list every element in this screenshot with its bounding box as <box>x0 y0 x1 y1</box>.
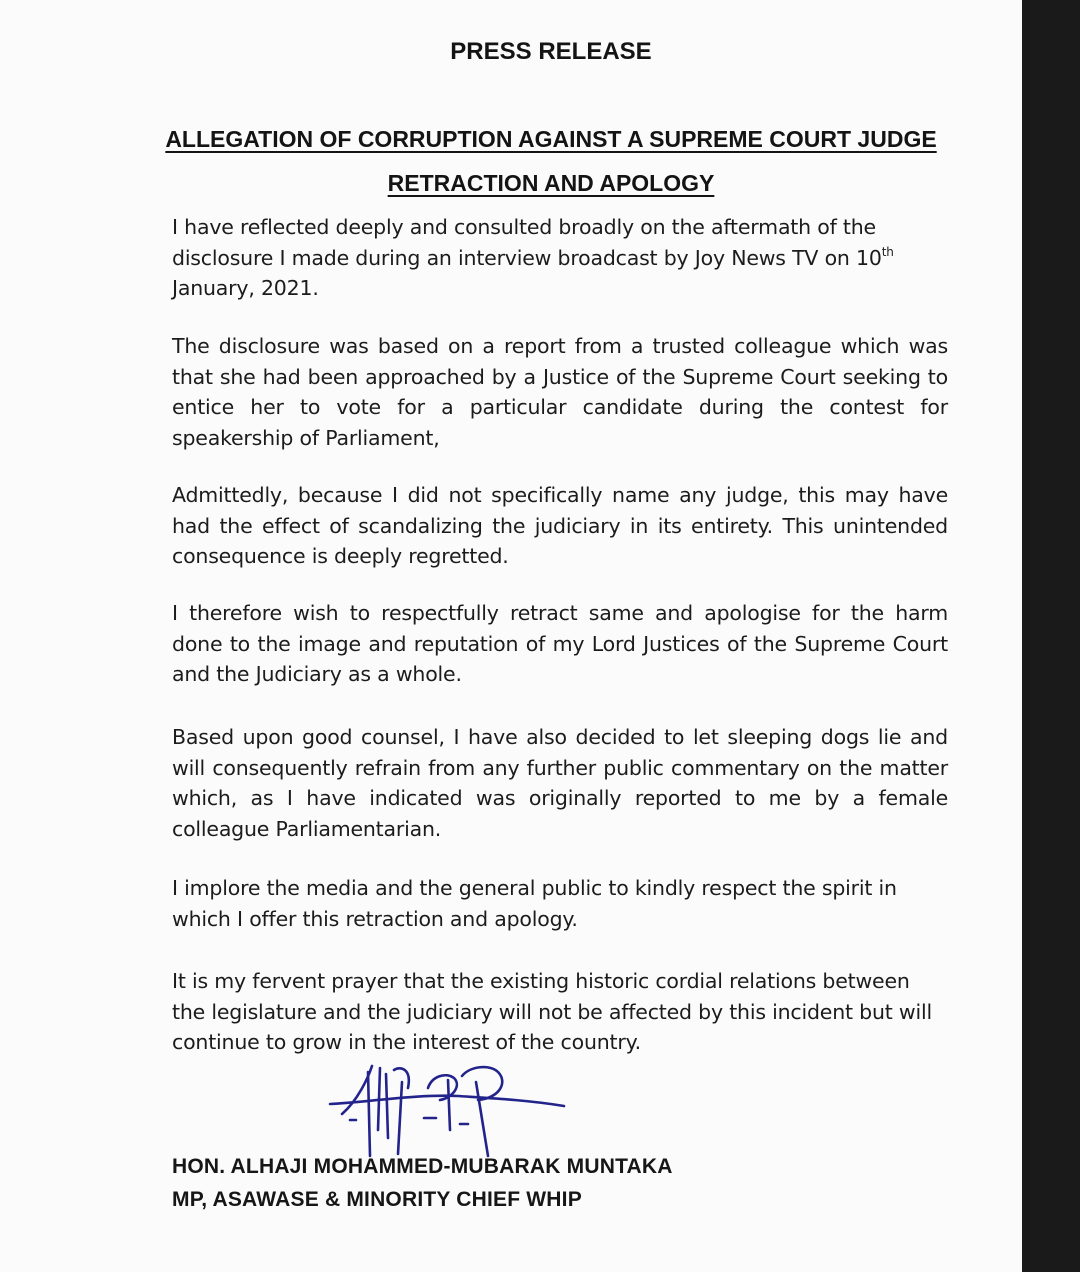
paragraph-1 <box>172 212 948 304</box>
paragraph-3: Admittedly, because I did not specifically name any judge, this may have had the effect of scandalizing the judiciary in its entirety. This unintended consequence is deeply regretted. <box>172 483 948 568</box>
ordinal-suffix: th <box>881 244 894 259</box>
paragraph-2: The disclosure was based on a report from a trusted colleague which was that she had been approached by a Justice of the Supreme Court seeking to entice her to vote for a particular candidate during the contest for speakership of Parliament, <box>172 334 948 450</box>
paragraph-4: I therefore wish to respectfully retract same and apologise for the harm done to the image and reputation of my Lord Justices of the Supreme Court and the Judiciary as a whole. <box>172 601 948 686</box>
document-subtitle: RETRACTION AND APOLOGY <box>387 170 715 196</box>
paragraph-7: It is my fervent prayer that the existing historic cordial relations between the legislature and the judiciary will not be affected by this incident but will continue to grow in the interest of the country. <box>172 969 932 1054</box>
paragraph-5: Based upon good counsel, I have also decided to let sleeping dogs lie and will consequently refrain from any further public commentary on the matter which, as I have indicated was originally reported to me by a female colleague Parliamentarian. <box>172 725 948 841</box>
paragraph-6: I implore the media and the general public to kindly respect the spirit in which I offer this retraction and apology. <box>172 876 897 931</box>
paragraph-1-date-tail: January, 2021. <box>172 276 319 300</box>
signer-name: HON. ALHAJI MOHAMMED-MUBARAK MUNTAKA <box>172 1155 673 1178</box>
signer-title: MP, ASAWASE & MINORITY CHIEF WHIP <box>172 1188 582 1211</box>
paragraph-1-text: I have reflected deeply and consulted broadly on the aftermath of the disclosure I made during an interview broadcast by Joy News TV on 10 <box>172 215 882 270</box>
handwritten-signature <box>328 1058 568 1158</box>
dark-background-edge <box>1022 0 1080 1272</box>
document-title: ALLEGATION OF CORRUPTION AGAINST A SUPREME COURT JUDGE <box>165 126 937 152</box>
press-release-label: PRESS RELEASE <box>450 38 652 65</box>
